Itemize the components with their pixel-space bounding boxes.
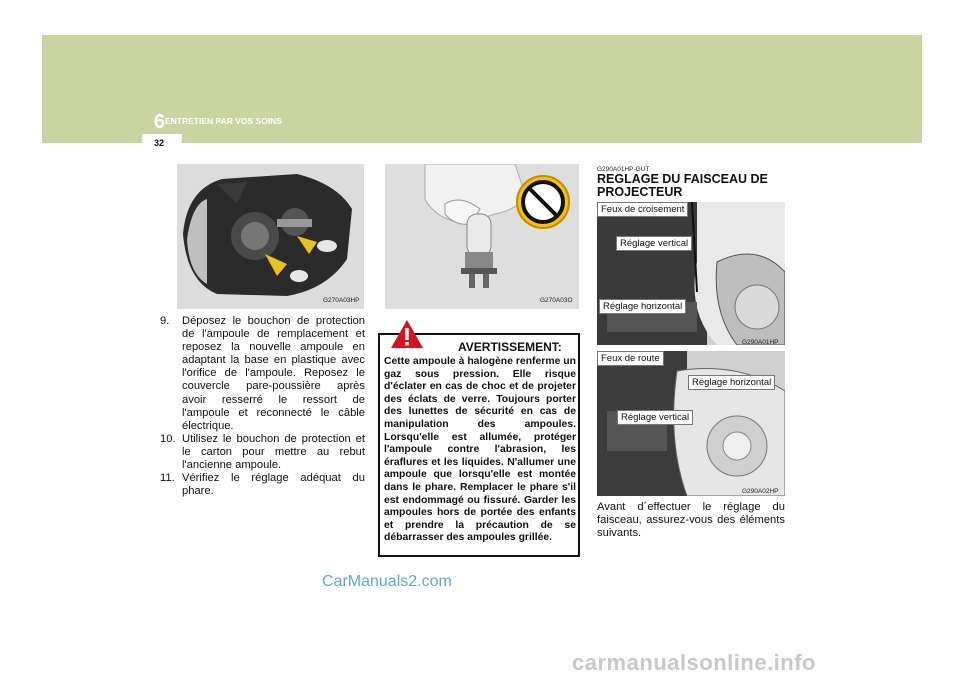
bulb-handling-photo [385, 164, 579, 309]
figure-code: G270A03HP [323, 297, 360, 304]
warning-triangle-icon [390, 319, 424, 354]
step-number: 9. [160, 315, 170, 327]
header-band [42, 35, 922, 143]
step-text: Vérifiez le réglage adéquat du phare. [182, 472, 365, 498]
section-paragraph: Avant d´effectuer le réglage du faisceau, assurez-vous des éléments suivants. [597, 501, 785, 539]
callout-vertical-adjust: Réglage vertical [616, 236, 692, 251]
chapter-number: 6 [154, 111, 166, 133]
step-number: 10. [160, 432, 176, 445]
figure-code: G270A03O [540, 297, 573, 304]
low-beam-adjustment-photo [597, 202, 785, 345]
watermark-text: carmanualsonline.info [572, 650, 816, 675]
callout-vertical-adjust: Réglage vertical [617, 410, 693, 425]
step-text: Utilisez le bouchon de protection et le carton pour mettre au rebut l'ancienne ampoule. [182, 432, 365, 472]
figure-code: G290A02HP [742, 488, 779, 495]
headlamp-rear-photo [177, 164, 364, 309]
section-code: G290A01HP-GUT [597, 166, 650, 173]
list-item [160, 433, 365, 472]
watermark-link[interactable]: CarManuals2.com [322, 573, 452, 590]
callout-horizontal-adjust: Réglage horizontal [599, 299, 686, 314]
callout-high-beam: Feux de route [597, 351, 664, 366]
step-number: 11. [160, 472, 175, 485]
step-text: Déposez le bouchon de protection de l'ampoule de remplacement et reposez la nouvelle ampoule en adaptant la base en plastique avec l'orifice de l'ampoule. Reposez le couvercle pare-poussière après avoir resserré le ressort de l'ampoule et reconnecté le câble électrique. [182, 315, 365, 432]
list-item [160, 315, 365, 433]
page-number: 32 [154, 138, 165, 148]
figure-code: G290A01HP [742, 339, 779, 346]
warning-title: AVERTISSEMENT: [458, 340, 562, 354]
warning-box [378, 333, 580, 557]
callout-low-beam: Feux de croisement [597, 202, 688, 217]
warning-text: Cette ampoule à halogène renferme un gaz sous pression. Elle risque d'éclater en cas de choc et de projeter des éclats de verre. Toujours porter des lunettes de sécurité en cas de manipulation des ampoules. Lorsqu'elle est allumée, protéger l'ampoule contre l'abrasion, les éraflures et les liquides. N'allumer une ampoule que lorsqu'elle est montée dans le phare. Remplacer le phare s'il est endommagé ou fissuré. Garder les ampoules hors de portée des enfants et prendre la précaution de se débarrasser des ampoules grillée. [384, 356, 576, 544]
instruction-steps [160, 315, 365, 498]
section-title: REGLAGE DU FAISCEAU DE PROJECTEUR [597, 172, 768, 199]
callout-horizontal-adjust: Réglage horizontal [688, 375, 775, 390]
list-item [160, 472, 365, 498]
chapter-title: ENTRETIEN PAR VOS SOINS [165, 116, 282, 126]
